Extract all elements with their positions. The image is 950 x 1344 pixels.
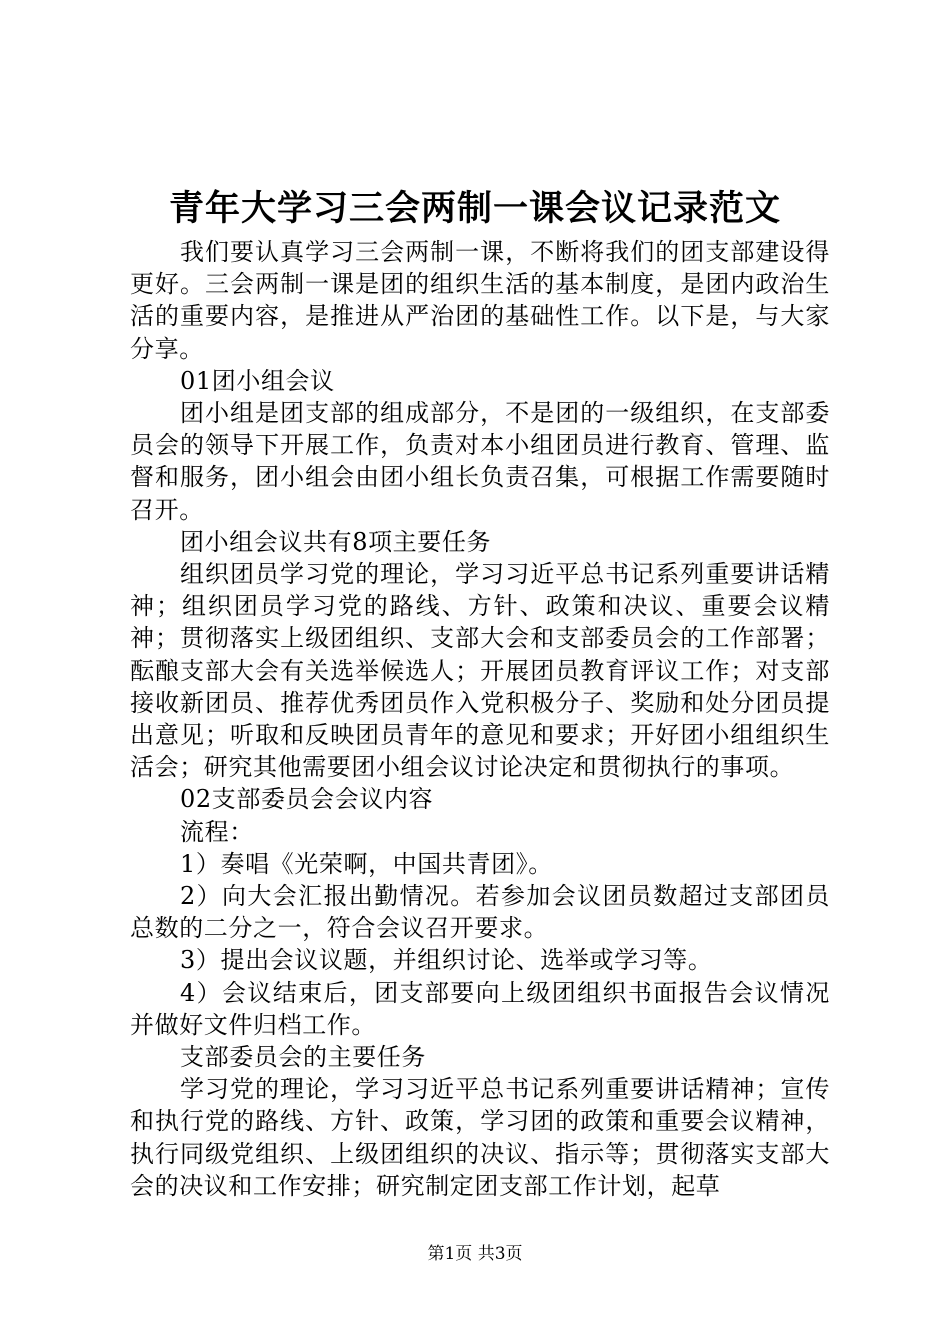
page-number-footer: 第1页 共3页 [427,1244,523,1264]
document-title: 青年大学习三会两制一课会议记录范文 [168,188,781,229]
paragraph-committee-tasks: 学习党的理论，学习习近平总书记系列重要讲话精神；宣传和执行党的路线、方针、政策，学习团的政策和重要会议精神，执行同级党组织、上级团组织的决议、指示等；贯彻落实支部大会的决议和工作安排；研究制定团支部工作计划，起草 [130,1075,830,1200]
paragraph-intro: 我们要认真学习三会两制一课，不断将我们的团支部建设得更好。三会两制一课是团的组织生活的基本制度，是团内政治生活的重要内容，是推进从严治团的基础性工作。以下是，与大家分享。 [130,238,830,363]
subheading-committee-tasks: 支部委员会的主要任务 [180,1043,426,1072]
paragraph-group-tasks: 组织团员学习党的理论，学习习近平总书记系列重要讲话精神；组织团员学习党的路线、方针、政策和决议、重要会议精神；贯彻落实上级团组织、支部大会和支部委员会的工作部署；酝酿支部大会有关选举候选人；开展团员教育评议工作；对支部接收新团员、推荐优秀团员作入党积极分子、奖励和处分团员提出意见；听取和反映团员青年的意见和要求；开好团小组组织生活会；研究其他需要团小组会议讨论决定和贯彻执行的事项。 [130,560,830,782]
section-heading-committee-meeting: 02支部委员会会议内容 [180,785,434,814]
section-heading-group-meeting: 01团小组会议 [180,366,335,395]
list-item: 1）奏唱《光荣啊，中国共青团》。 [180,849,553,878]
list-item: 2）向大会汇报出勤情况。若参加会议团员数超过支部团员总数的二分之一，符合会议召开要求。 [130,882,830,943]
paragraph-group-description: 团小组是团支部的组成部分，不是团的一级组织，在支部委员会的领导下开展工作，负责对本小组团员进行教育、管理、监督和服务，团小组会由团小组长负责召集，可根据工作需要随时召开。 [130,399,830,524]
subheading-process: 流程： [180,817,254,846]
subheading-group-tasks: 团小组会议共有8项主要任务 [180,527,492,556]
list-item: 4）会议结束后，团支部要向上级团组织书面报告会议情况并做好文件归档工作。 [130,978,830,1039]
list-item: 3）提出会议议题，并组织讨论、选举或学习等。 [180,946,713,975]
document-body [130,236,830,1202]
